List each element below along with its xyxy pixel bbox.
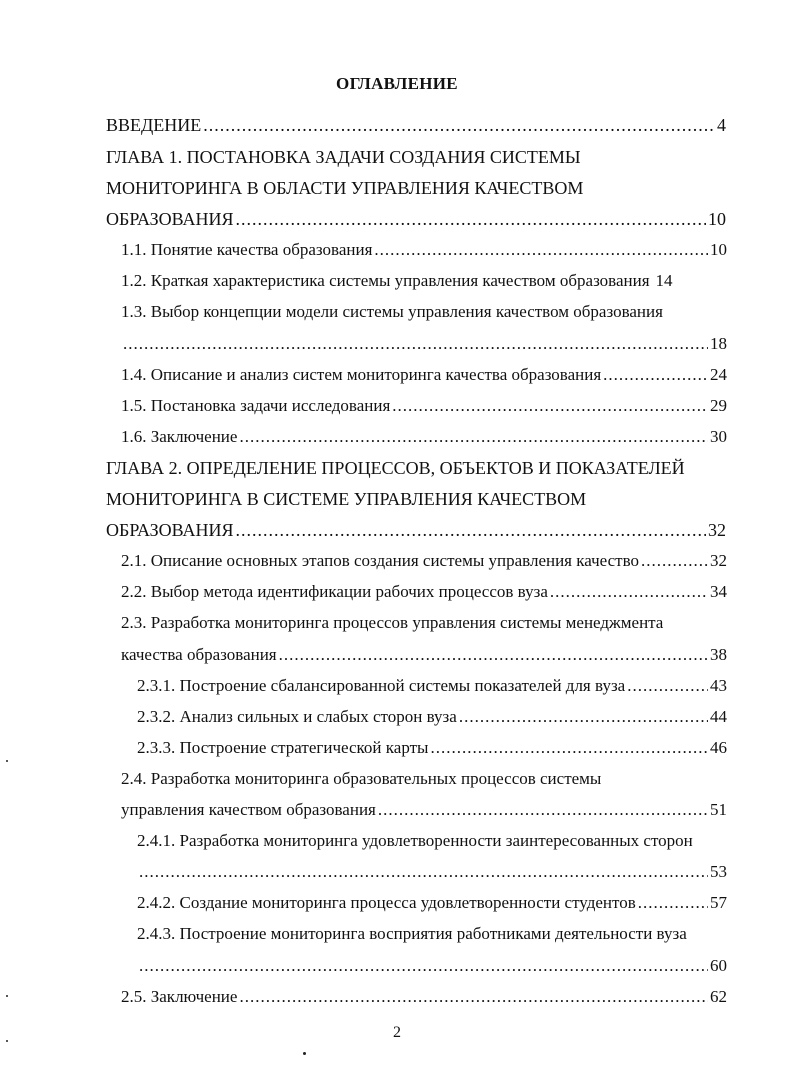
toc-leader-dots	[378, 799, 708, 821]
toc-leader-dots	[139, 955, 708, 977]
toc-entry-1-4	[121, 364, 727, 386]
toc-leader-dots	[603, 364, 708, 386]
toc-entry-2-3-line-1: 2.3. Разработка мониторинга процессов управления системы менеджмента	[121, 613, 664, 632]
toc-entry-page: 46	[710, 738, 727, 757]
toc-leader-dots	[139, 861, 708, 883]
toc-leader-dots	[236, 519, 707, 541]
toc-leader-dots	[641, 550, 708, 572]
toc-entry-1-5	[121, 395, 727, 417]
toc-leader-dots	[123, 333, 708, 355]
scan-speck	[6, 1040, 8, 1042]
toc-leader-dots	[430, 737, 708, 759]
toc-leader-dots	[203, 114, 715, 136]
toc-entry-text: управления качеством образования	[121, 800, 376, 819]
toc-entry-text: 2.3.1. Построение сбалансированной системы показателей для вуза	[137, 676, 626, 695]
toc-entry-1-6	[121, 426, 727, 448]
toc-leader-dots	[550, 581, 708, 603]
toc-entry-2-4-3-line-1: 2.4.3. Построение мониторинга восприятия работниками деятельности вуза	[137, 924, 687, 943]
toc-entry-text: 2.2. Выбор метода идентификации рабочих процессов вуза	[121, 582, 548, 601]
toc-entry-text: качества образования	[121, 645, 277, 664]
toc-entry-2-4-3	[137, 955, 727, 977]
toc-entry-2-3-3	[137, 737, 727, 759]
toc-entry-2-3-1	[137, 675, 727, 697]
toc-entry-2-3-2	[137, 706, 727, 728]
toc-entry-text: 1.6. Заключение	[121, 427, 238, 446]
toc-leader-dots	[239, 986, 708, 1008]
page-number: 2	[393, 1024, 401, 1041]
toc-entry-2-4-1	[137, 861, 727, 883]
toc-entry-2-2	[121, 581, 727, 603]
toc-entry-page: 57	[710, 893, 727, 912]
toc-entry-page: 38	[710, 645, 727, 664]
toc-entry-page: 24	[710, 365, 727, 384]
toc-entry-text: ОБРАЗОВАНИЯ	[106, 520, 234, 540]
toc-entry-page: 43	[710, 676, 727, 695]
toc-chapter-1-line-2: МОНИТОРИНГА В ОБЛАСТИ УПРАВЛЕНИЯ КАЧЕСТВОМ	[106, 178, 584, 198]
toc-chapter-1-line-1: ГЛАВА 1. ПОСТАНОВКА ЗАДАЧИ СОЗДАНИЯ СИСТЕМЫ	[106, 147, 581, 167]
toc-entry-page: 44	[710, 707, 727, 726]
toc-entry-page: 62	[710, 987, 727, 1006]
toc-entry-2-1	[121, 550, 727, 572]
toc-entry-page: 29	[710, 396, 727, 415]
toc-entry-2-4	[121, 799, 727, 821]
toc-entry-page: 4	[717, 115, 726, 135]
toc-entry-text: 1.4. Описание и анализ систем мониторинга качества образования	[121, 365, 602, 384]
toc-leader-dots	[236, 208, 707, 230]
toc-entry-2-3	[121, 644, 727, 666]
toc-entry-text: 2.4.2. Создание мониторинга процесса удовлетворенности студентов	[137, 893, 636, 912]
toc-entry-text: 1.5. Постановка задачи исследования	[121, 396, 391, 415]
toc-entry-page: 51	[710, 800, 727, 819]
toc-entry-page: 10	[710, 240, 727, 259]
toc-entry-2-4-2	[137, 892, 727, 914]
toc-leader-dots	[239, 426, 708, 448]
toc-entry-text: 2.5. Заключение	[121, 987, 238, 1006]
toc-entry-2-4-1-line-1: 2.4.1. Разработка мониторинга удовлетворенности заинтересованных сторон	[137, 831, 693, 850]
toc-entry-text: 2.3.3. Построение стратегической карты	[137, 738, 429, 757]
toc-entry-page: 18	[710, 334, 727, 353]
toc-leader-dots	[392, 395, 708, 417]
toc-chapter-2-line-2: МОНИТОРИНГА В СИСТЕМЕ УПРАВЛЕНИЯ КАЧЕСТВОМ	[106, 489, 587, 509]
scan-speck	[6, 995, 8, 997]
toc-entry-text: 2.3.2. Анализ сильных и слабых сторон вуза	[137, 707, 457, 726]
toc-entry-chapter-1	[106, 208, 726, 230]
scan-speck	[6, 760, 8, 762]
toc-entry-1-3	[121, 333, 727, 355]
toc-entry-page: 60	[710, 956, 727, 975]
toc-entry-text: ВВЕДЕНИЕ	[106, 115, 202, 135]
toc-entry-text: ОБРАЗОВАНИЯ	[106, 209, 234, 229]
toc-entry-text: 1.2. Краткая характеристика системы управления качеством образования	[121, 271, 650, 290]
toc-entry-text: 2.1. Описание основных этапов создания системы управления качество	[121, 551, 640, 570]
toc-entry-page: 53	[710, 862, 727, 881]
toc-entry-chapter-2	[106, 519, 726, 541]
toc-leader-dots	[638, 892, 708, 914]
toc-entry-page: 34	[710, 582, 727, 601]
toc-entry-page: 30	[710, 427, 727, 446]
scan-speck	[303, 1052, 306, 1055]
toc-entry-1-2	[121, 270, 727, 292]
toc-entry-2-4-line-1: 2.4. Разработка мониторинга образовательных процессов системы	[121, 769, 602, 788]
toc-entry-page: 32	[708, 520, 726, 540]
toc-entry-page: 10	[708, 209, 726, 229]
toc-leader-dots	[374, 239, 708, 261]
toc-chapter-2-line-1: ГЛАВА 2. ОПРЕДЕЛЕНИЕ ПРОЦЕССОВ, ОБЪЕКТОВ И ПОКАЗАТЕЛЕЙ	[106, 458, 685, 478]
toc-entry-2-5	[121, 986, 727, 1008]
toc-leader-dots	[459, 706, 708, 728]
toc-entry-page: 32	[710, 551, 727, 570]
toc-entry-text: 1.1. Понятие качества образования	[121, 240, 373, 259]
toc-entry-page: 14	[655, 271, 673, 290]
toc-leader-dots	[279, 644, 708, 666]
toc-entry-1-3-line-1: 1.3. Выбор концепции модели системы управления качеством образования	[121, 302, 663, 321]
page-title: ОГЛАВЛЕНИЕ	[336, 74, 458, 93]
toc-leader-dots	[627, 675, 708, 697]
toc-entry-1-1	[121, 239, 727, 261]
toc-entry-introduction	[106, 114, 726, 136]
